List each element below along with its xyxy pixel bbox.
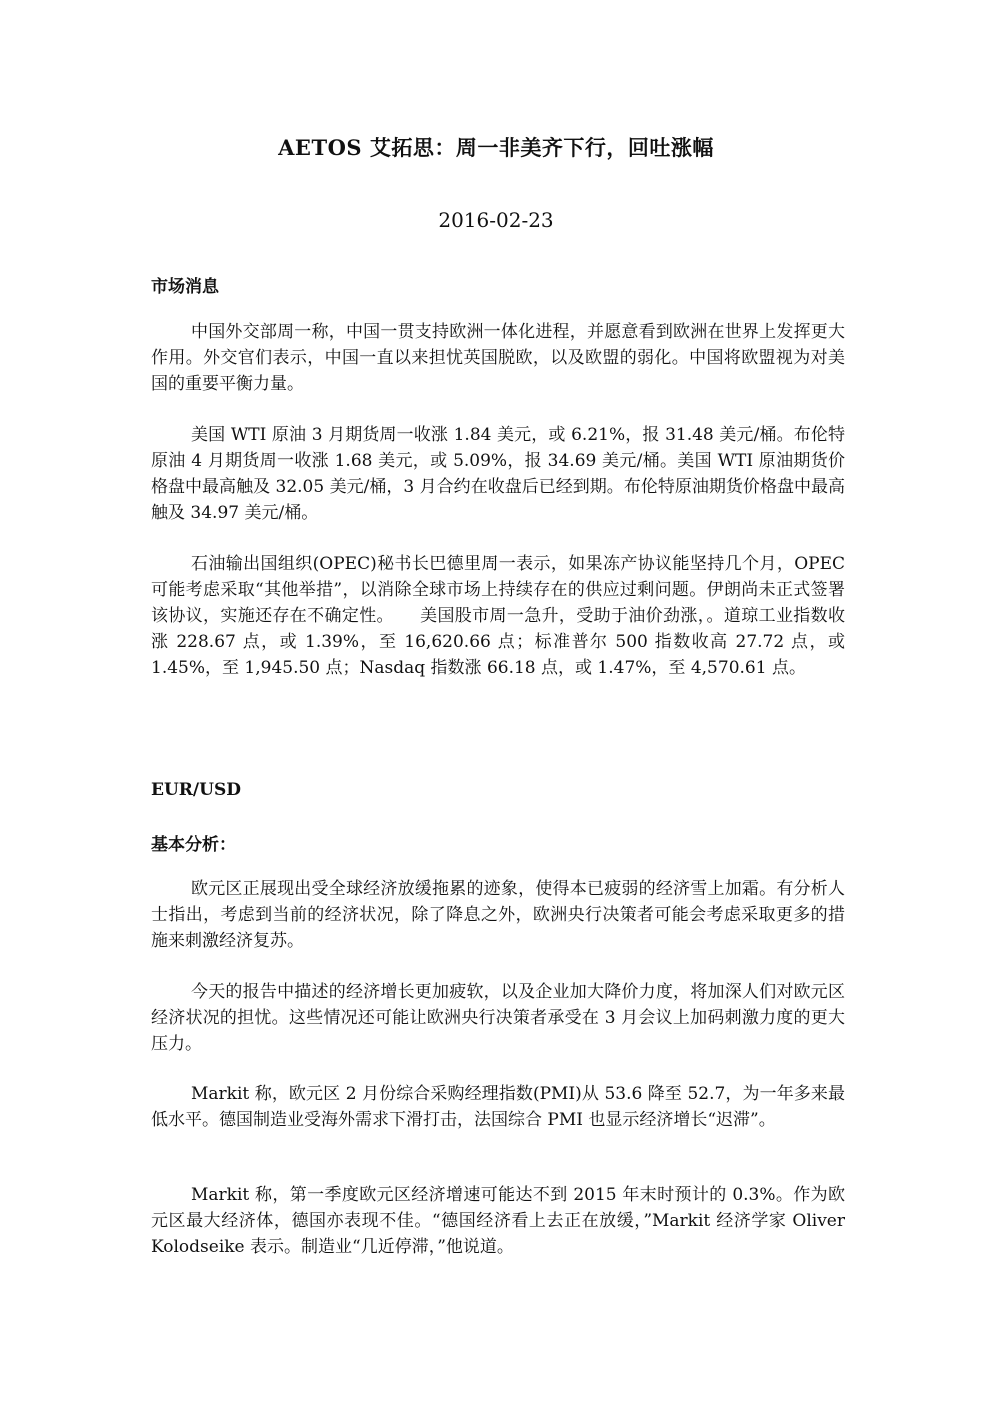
paragraph: 石油输出国组织(OPEC)秘书长巴德里周一表示，如果冻产协议能坚持几个月，OPEC 可能考虑采取“其他举措”，以消除全球市场上持续存在的供应过剩问题。伊朗尚未正式签署该协议，实施还存在不确定性。 美国股市周一急升，受助于油价劲涨，。道琼工业指数收涨 228.67 点，或 1.39%，至 16,620.66 点；标准普尔 500 指数收高 27.72 点，或 1.45%，至 1,945.50 点；Nasdaq 指数涨 66.18 点，或 1.47%，至 4,570.61 点。 — [151, 554, 845, 678]
document-title: AETOS 艾拓思：周一非美齐下行，回吐涨幅 — [278, 135, 714, 160]
paragraph: 欧元区正展现出受全球经济放缓拖累的迹象，使得本已疲弱的经济雪上加霜。有分析人士指出，考虑到当前的经济状况，除了降息之外，欧洲央行决策者可能会考虑采取更多的措施来刺激经济复苏。 — [151, 879, 845, 951]
paragraph: 今天的报告中描述的经济增长更加疲软，以及企业加大降价力度，将加深人们对欧元区经济状况的担忧。这些情况还可能让欧洲央行决策者承受在 3 月会议上加码刺激力度的更大压力。 — [151, 982, 845, 1054]
section-heading-market-news: 市场消息 — [151, 277, 219, 297]
section-heading-eurusd: EUR/USD — [151, 780, 241, 800]
document-date: 2016-02-23 — [438, 208, 554, 232]
paragraph: 中国外交部周一称，中国一贯支持欧洲一体化进程，并愿意看到欧洲在世界上发挥更大作用。外交官们表示，中国一直以来担忧英国脱欧，以及欧盟的弱化。中国将欧盟视为对美国的重要平衡力量。 — [151, 322, 845, 394]
paragraph: 美国 WTI 原油 3 月期货周一收涨 1.84 美元，或 6.21%，报 31.48 美元/桶。布伦特原油 4 月期货周一收涨 1.68 美元，或 5.09%，报 34.69 美元/桶。美国 WTI 原油期货价格盘中最高触及 32.05 美元/桶，3 月合约在收盘后已经到期。布伦特原油期货价格盘中最高触及 34.97 美元/桶。 — [151, 425, 845, 523]
paragraph: Markit 称，欧元区 2 月份综合采购经理指数(PMI)从 53.6 降至 52.7，为一年多来最低水平。德国制造业受海外需求下滑打击，法国综合 PMI 也显示经济增长“迟滞”。 — [151, 1084, 845, 1130]
section-heading-fundamental-analysis: 基本分析： — [151, 835, 236, 855]
paragraph: Markit 称，第一季度欧元区经济增速可能达不到 2015 年末时预计的 0.3%。作为欧元区最大经济体，德国亦表现不佳。“德国经济看上去正在放缓，”Markit 经济学家 Oliver Kolodseike 表示。制造业“几近停滞，”他说道。 — [151, 1185, 845, 1257]
